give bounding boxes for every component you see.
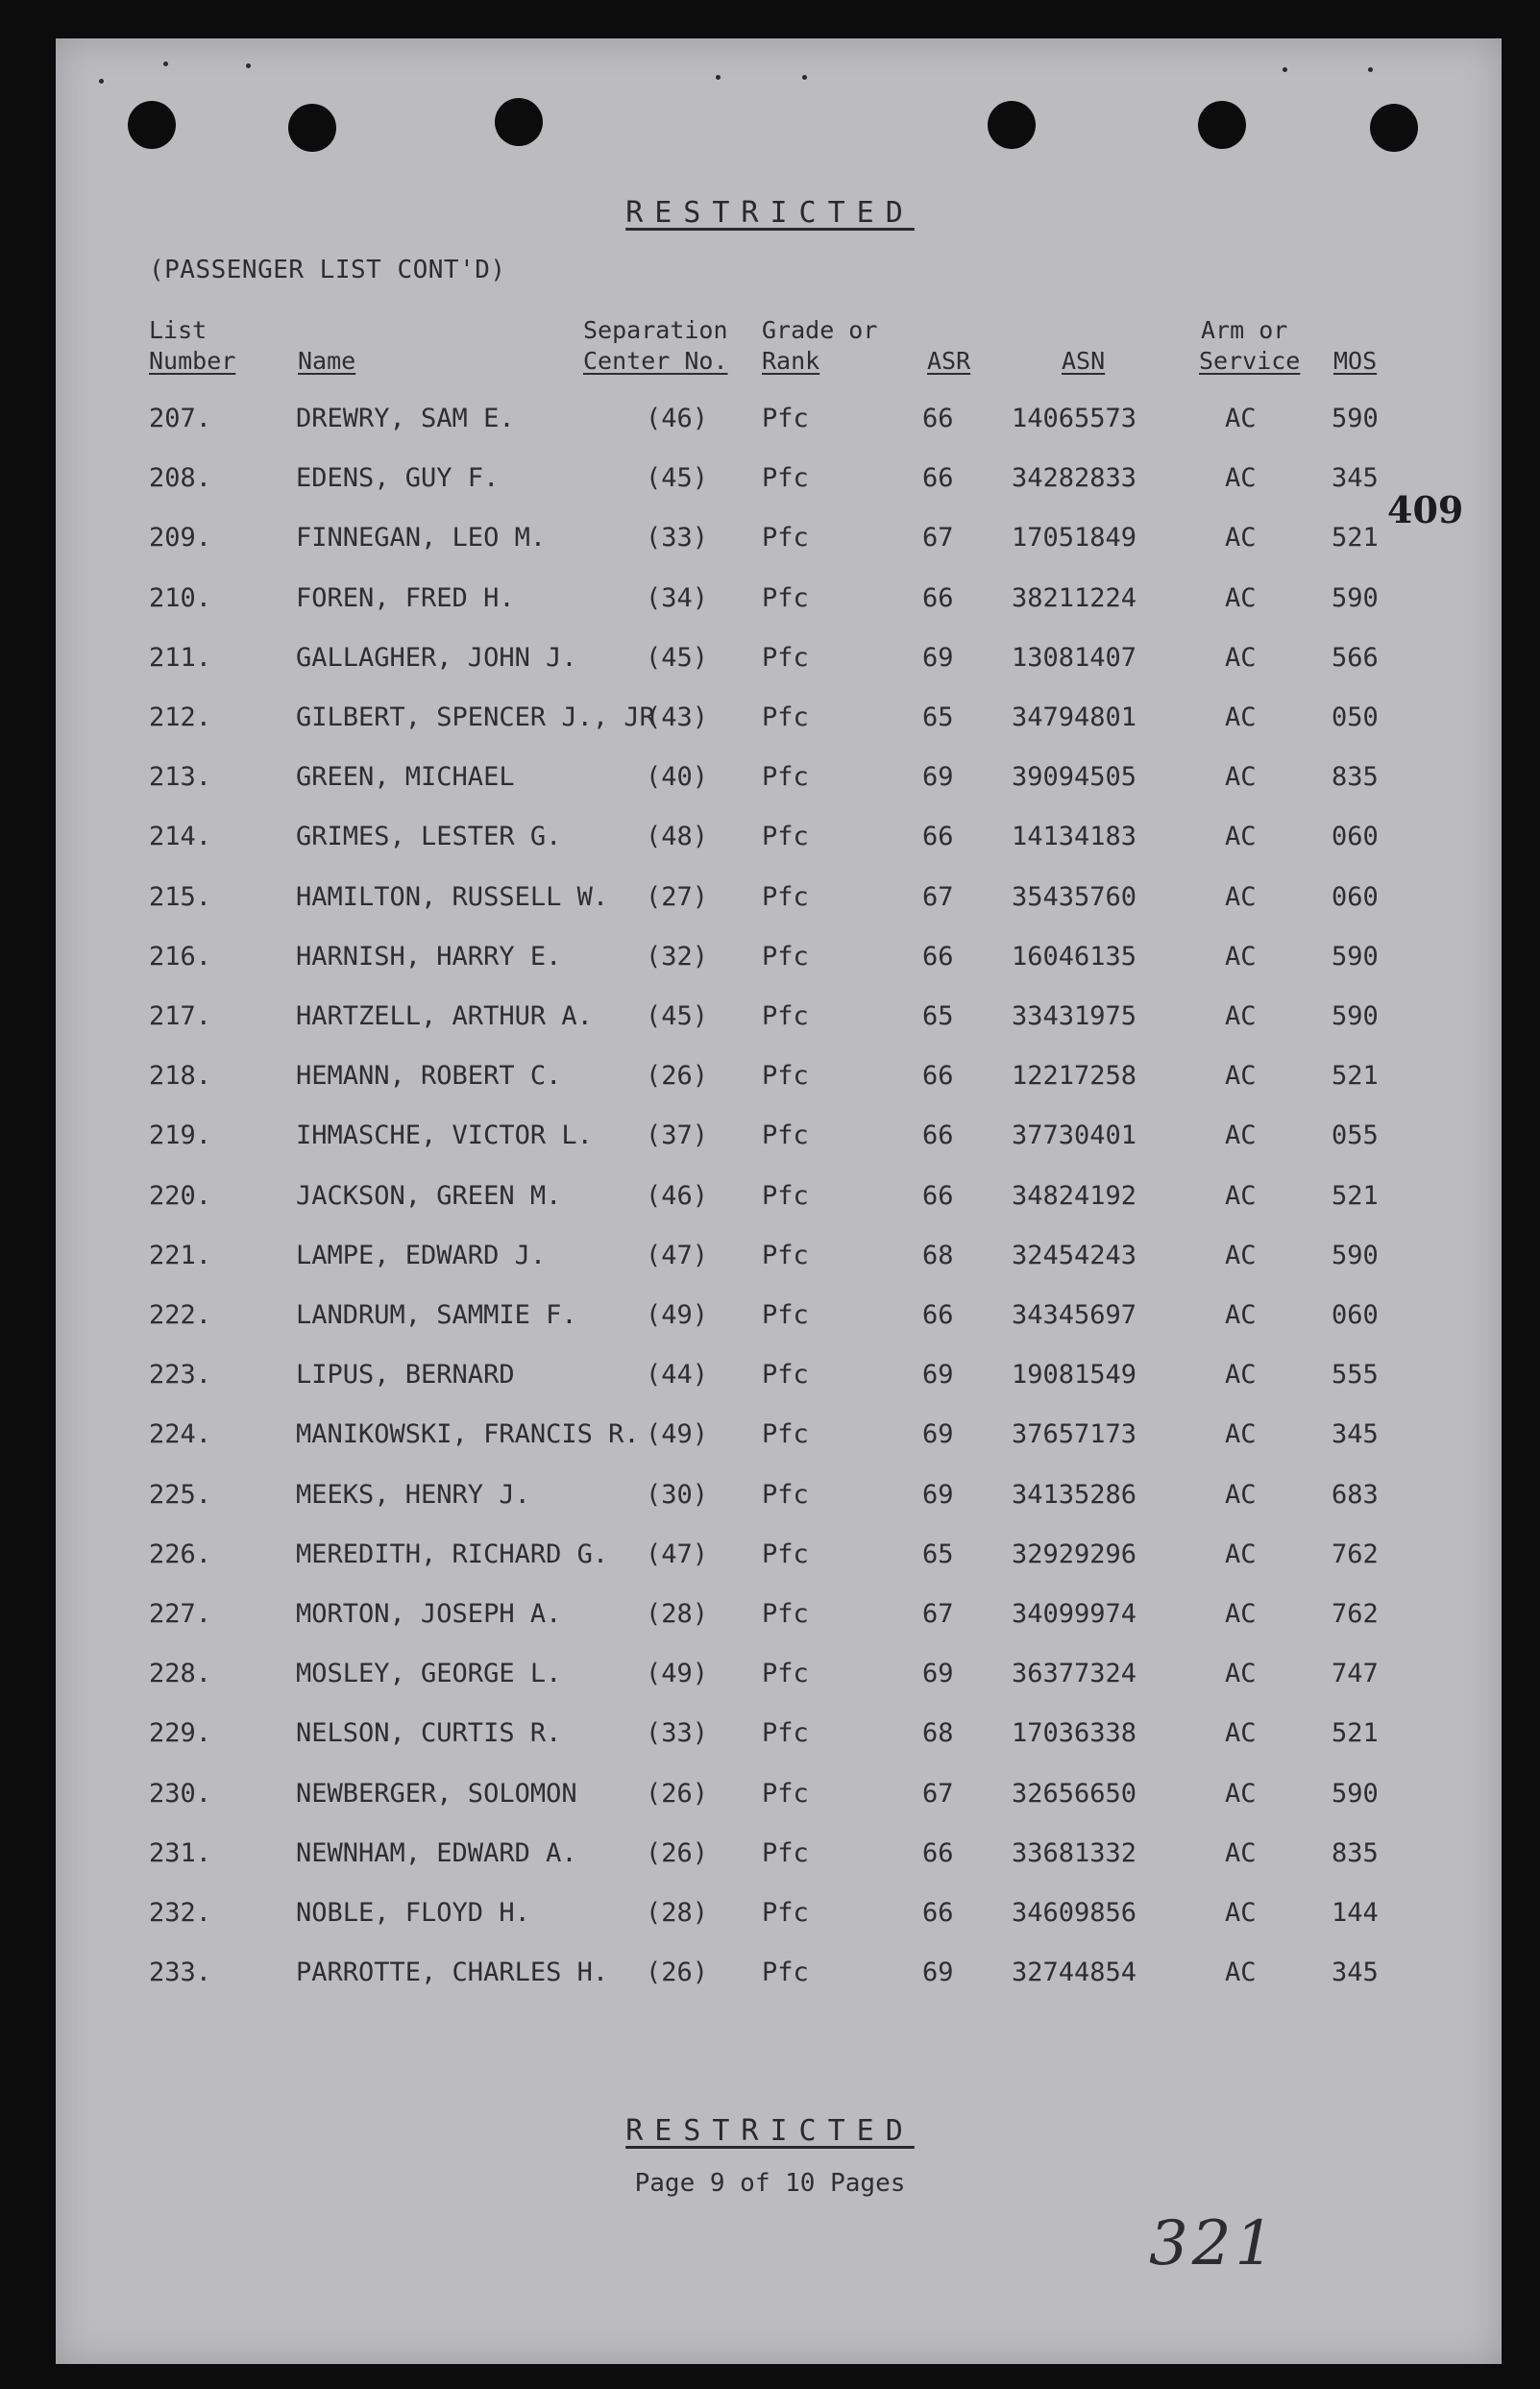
cell-grade: Pfc xyxy=(762,1599,809,1629)
cell-grade: Pfc xyxy=(762,1837,809,1868)
column-header-separation xyxy=(583,315,728,377)
cell-arm: AC xyxy=(1225,762,1257,793)
cell-grade: Pfc xyxy=(762,582,809,613)
cell-asn: 32454243 xyxy=(1012,1240,1137,1270)
column-header-line: List xyxy=(149,316,208,344)
cell-arm: AC xyxy=(1225,1958,1257,1988)
cell-asn: 35435760 xyxy=(1012,881,1137,912)
punch-hole xyxy=(288,104,336,152)
cell-asn: 36377324 xyxy=(1012,1659,1137,1689)
cell-num: 215. xyxy=(149,881,212,912)
table-row xyxy=(0,702,1540,741)
cell-arm: AC xyxy=(1225,582,1257,613)
cell-grade: Pfc xyxy=(762,1958,809,1988)
table-row xyxy=(0,1838,1540,1877)
cell-name: NEWBERGER, SOLOMON xyxy=(296,1778,577,1809)
cell-name: MEREDITH, RICHARD G. xyxy=(296,1539,609,1569)
cell-grade: Pfc xyxy=(762,1300,809,1330)
cell-num: 213. xyxy=(149,762,212,793)
cell-sep: (28) xyxy=(646,1599,709,1629)
cell-arm: AC xyxy=(1225,404,1257,433)
stamped-number: 409 xyxy=(1387,488,1464,531)
cell-mos: 835 xyxy=(1332,1837,1379,1868)
cell-mos: 762 xyxy=(1332,1599,1379,1629)
cell-grade: Pfc xyxy=(762,463,809,494)
cell-arm: AC xyxy=(1225,1539,1257,1569)
cell-mos: 590 xyxy=(1332,1001,1379,1031)
cell-arm: AC xyxy=(1225,941,1257,972)
cell-arm: AC xyxy=(1225,1599,1257,1629)
cell-grade: Pfc xyxy=(762,1718,809,1749)
cell-name: FINNEGAN, LEO M. xyxy=(296,523,547,554)
cell-grade: Pfc xyxy=(762,822,809,852)
cell-mos: 590 xyxy=(1332,404,1379,433)
cell-asn: 14134183 xyxy=(1012,822,1137,852)
cell-asr: 69 xyxy=(922,1479,954,1510)
cell-asr: 69 xyxy=(922,1419,954,1450)
cell-num: 208. xyxy=(149,463,212,494)
cell-num: 225. xyxy=(149,1479,212,1510)
cell-num: 210. xyxy=(149,582,212,613)
cell-sep: (46) xyxy=(646,404,709,433)
cell-arm: AC xyxy=(1225,1240,1257,1270)
cell-num: 233. xyxy=(149,1958,212,1988)
cell-arm: AC xyxy=(1225,1837,1257,1868)
cell-grade: Pfc xyxy=(762,1419,809,1450)
cell-sep: (49) xyxy=(646,1659,709,1689)
cell-num: 227. xyxy=(149,1599,212,1629)
cell-sep: (49) xyxy=(646,1300,709,1330)
column-header-line: ASN xyxy=(1062,347,1106,375)
cell-mos: 345 xyxy=(1332,463,1379,494)
table-row xyxy=(0,1480,1540,1518)
cell-mos: 590 xyxy=(1332,1778,1379,1809)
table-row xyxy=(0,1241,1540,1279)
cell-asr: 68 xyxy=(922,1240,954,1270)
cell-sep: (34) xyxy=(646,582,709,613)
column-header-line: Number xyxy=(149,347,236,375)
table-row xyxy=(0,1419,1540,1458)
column-header-line: Name xyxy=(298,347,356,375)
column-header-line: Center No. xyxy=(583,347,728,375)
cell-name: HEMANN, ROBERT C. xyxy=(296,1061,562,1092)
column-header-name xyxy=(298,346,355,377)
table-row xyxy=(0,404,1540,442)
cell-mos: 521 xyxy=(1332,523,1379,554)
cell-num: 214. xyxy=(149,822,212,852)
column-header-grade xyxy=(762,315,877,377)
column-header-line: Service xyxy=(1199,347,1301,375)
column-header-line: Rank xyxy=(762,347,820,375)
cell-name: NEWNHAM, EDWARD A. xyxy=(296,1837,577,1868)
cell-asr: 66 xyxy=(922,582,954,613)
cell-asn: 33681332 xyxy=(1012,1837,1137,1868)
cell-arm: AC xyxy=(1225,702,1257,732)
cell-asn: 13081407 xyxy=(1012,642,1137,673)
punch-hole xyxy=(1370,104,1418,152)
table-row xyxy=(0,1958,1540,1996)
cell-grade: Pfc xyxy=(762,1360,809,1391)
cell-asr: 66 xyxy=(922,404,954,433)
cell-mos: 060 xyxy=(1332,822,1379,852)
paper-speck xyxy=(802,75,807,80)
cell-sep: (26) xyxy=(646,1061,709,1092)
cell-asn: 32929296 xyxy=(1012,1539,1137,1569)
cell-asn: 37730401 xyxy=(1012,1121,1137,1151)
cell-arm: AC xyxy=(1225,463,1257,494)
cell-sep: (26) xyxy=(646,1958,709,1988)
cell-arm: AC xyxy=(1225,1001,1257,1031)
cell-name: GALLAGHER, JOHN J. xyxy=(296,642,577,673)
cell-name: HAMILTON, RUSSELL W. xyxy=(296,881,609,912)
cell-asr: 65 xyxy=(922,702,954,732)
cell-asr: 69 xyxy=(922,762,954,793)
cell-asn: 38211224 xyxy=(1012,582,1137,613)
cell-grade: Pfc xyxy=(762,1001,809,1031)
cell-name: MOSLEY, GEORGE L. xyxy=(296,1659,562,1689)
table-row xyxy=(0,643,1540,681)
cell-name: IHMASCHE, VICTOR L. xyxy=(296,1121,593,1151)
cell-arm: AC xyxy=(1225,1479,1257,1510)
cell-asn: 32744854 xyxy=(1012,1958,1137,1988)
table-row xyxy=(0,523,1540,561)
paper-speck xyxy=(1368,67,1373,72)
cell-asr: 66 xyxy=(922,1121,954,1151)
cell-mos: 555 xyxy=(1332,1360,1379,1391)
column-header-arm xyxy=(1199,315,1300,377)
classification-footer: RESTRICTED xyxy=(625,2114,915,2148)
table-row xyxy=(0,1718,1540,1757)
cell-num: 217. xyxy=(149,1001,212,1031)
cell-grade: Pfc xyxy=(762,762,809,793)
cell-grade: Pfc xyxy=(762,702,809,732)
cell-name: MANIKOWSKI, FRANCIS R. xyxy=(296,1419,640,1450)
cell-sep: (32) xyxy=(646,941,709,972)
cell-num: 221. xyxy=(149,1240,212,1270)
cell-asr: 66 xyxy=(922,463,954,494)
cell-arm: AC xyxy=(1225,642,1257,673)
cell-arm: AC xyxy=(1225,1419,1257,1450)
table-row xyxy=(0,1360,1540,1398)
cell-num: 211. xyxy=(149,642,212,673)
cell-grade: Pfc xyxy=(762,1121,809,1151)
cell-asn: 12217258 xyxy=(1012,1061,1137,1092)
handwritten-number: 321 xyxy=(1149,2208,1279,2279)
cell-sep: (40) xyxy=(646,762,709,793)
cell-name: FOREN, FRED H. xyxy=(296,582,515,613)
cell-asr: 69 xyxy=(922,642,954,673)
paper-speck xyxy=(716,75,721,80)
table-row xyxy=(0,1300,1540,1339)
cell-mos: 566 xyxy=(1332,642,1379,673)
cell-arm: AC xyxy=(1225,1778,1257,1809)
page-indicator: Page 9 of 10 Pages xyxy=(634,2169,906,2198)
cell-mos: 060 xyxy=(1332,1300,1379,1330)
column-header-asn xyxy=(1062,346,1105,377)
cell-asr: 65 xyxy=(922,1001,954,1031)
cell-name: LIPUS, BERNARD xyxy=(296,1360,515,1391)
table-row xyxy=(0,1599,1540,1638)
cell-asr: 66 xyxy=(922,1300,954,1330)
cell-mos: 521 xyxy=(1332,1180,1379,1211)
cell-asn: 34135286 xyxy=(1012,1479,1137,1510)
cell-mos: 345 xyxy=(1332,1419,1379,1450)
cell-num: 232. xyxy=(149,1898,212,1928)
cell-arm: AC xyxy=(1225,1061,1257,1092)
table-row xyxy=(0,583,1540,622)
punch-hole xyxy=(1198,101,1246,149)
table-row xyxy=(0,463,1540,502)
cell-mos: 345 xyxy=(1332,1958,1379,1988)
cell-arm: AC xyxy=(1225,1898,1257,1928)
cell-sep: (43) xyxy=(646,702,709,732)
cell-sep: (26) xyxy=(646,1778,709,1809)
table-row xyxy=(0,1181,1540,1219)
cell-name: LAMPE, EDWARD J. xyxy=(296,1240,547,1270)
cell-name: NOBLE, FLOYD H. xyxy=(296,1898,530,1928)
cell-mos: 683 xyxy=(1332,1479,1379,1510)
classification-header: RESTRICTED xyxy=(625,196,915,230)
column-header-list-number xyxy=(149,315,235,377)
punch-hole xyxy=(988,101,1036,149)
cell-sep: (28) xyxy=(646,1898,709,1928)
cell-mos: 835 xyxy=(1332,762,1379,793)
cell-name: MEEKS, HENRY J. xyxy=(296,1479,530,1510)
cell-mos: 050 xyxy=(1332,702,1379,732)
cell-grade: Pfc xyxy=(762,1240,809,1270)
cell-asn: 34099974 xyxy=(1012,1599,1137,1629)
paper-speck xyxy=(99,79,104,84)
cell-asr: 67 xyxy=(922,1778,954,1809)
cell-asn: 32656650 xyxy=(1012,1778,1137,1809)
cell-name: GILBERT, SPENCER J., JR xyxy=(296,702,655,732)
cell-asr: 69 xyxy=(922,1659,954,1689)
table-row xyxy=(0,762,1540,800)
cell-num: 223. xyxy=(149,1360,212,1391)
cell-grade: Pfc xyxy=(762,523,809,554)
cell-sep: (30) xyxy=(646,1479,709,1510)
table-row xyxy=(0,1061,1540,1099)
cell-asn: 19081549 xyxy=(1012,1360,1137,1391)
cell-sep: (45) xyxy=(646,1001,709,1031)
cell-asn: 14065573 xyxy=(1012,404,1137,433)
cell-asr: 69 xyxy=(922,1958,954,1988)
cell-mos: 521 xyxy=(1332,1718,1379,1749)
cell-num: 229. xyxy=(149,1718,212,1749)
punch-hole xyxy=(128,101,176,149)
cell-mos: 747 xyxy=(1332,1659,1379,1689)
cell-sep: (45) xyxy=(646,642,709,673)
cell-name: HARNISH, HARRY E. xyxy=(296,941,562,972)
cell-num: 216. xyxy=(149,941,212,972)
column-header-asr xyxy=(927,346,970,377)
column-header-line: Separation xyxy=(583,316,728,344)
cell-arm: AC xyxy=(1225,1659,1257,1689)
cell-num: 224. xyxy=(149,1419,212,1450)
punch-hole xyxy=(495,98,543,146)
cell-mos: 521 xyxy=(1332,1061,1379,1092)
column-header-mos xyxy=(1333,346,1377,377)
cell-asn: 34609856 xyxy=(1012,1898,1137,1928)
cell-name: EDENS, GUY F. xyxy=(296,463,500,494)
cell-grade: Pfc xyxy=(762,941,809,972)
cell-sep: (27) xyxy=(646,881,709,912)
cell-num: 228. xyxy=(149,1659,212,1689)
cell-arm: AC xyxy=(1225,822,1257,852)
cell-sep: (49) xyxy=(646,1419,709,1450)
paper-speck xyxy=(1283,67,1287,72)
cell-grade: Pfc xyxy=(762,1180,809,1211)
table-row xyxy=(0,1121,1540,1159)
cell-grade: Pfc xyxy=(762,1659,809,1689)
cell-asr: 65 xyxy=(922,1539,954,1569)
cell-asn: 17036338 xyxy=(1012,1718,1137,1749)
cell-asn: 34282833 xyxy=(1012,463,1137,494)
cell-name: PARROTTE, CHARLES H. xyxy=(296,1958,609,1988)
cell-mos: 590 xyxy=(1332,582,1379,613)
column-header-line: Grade or xyxy=(762,316,878,344)
table-row xyxy=(0,882,1540,921)
table-row xyxy=(0,1779,1540,1817)
cell-asr: 66 xyxy=(922,1898,954,1928)
cell-sep: (33) xyxy=(646,1718,709,1749)
document-subtitle: (PASSENGER LIST CONT'D) xyxy=(149,256,506,284)
cell-arm: AC xyxy=(1225,1121,1257,1151)
cell-mos: 060 xyxy=(1332,881,1379,912)
cell-grade: Pfc xyxy=(762,881,809,912)
cell-asr: 66 xyxy=(922,1180,954,1211)
cell-asr: 66 xyxy=(922,1837,954,1868)
cell-asn: 17051849 xyxy=(1012,523,1137,554)
cell-sep: (46) xyxy=(646,1180,709,1211)
cell-sep: (33) xyxy=(646,523,709,554)
cell-arm: AC xyxy=(1225,1180,1257,1211)
column-header-line: MOS xyxy=(1333,347,1378,375)
cell-grade: Pfc xyxy=(762,642,809,673)
cell-mos: 590 xyxy=(1332,941,1379,972)
cell-grade: Pfc xyxy=(762,1479,809,1510)
table-row xyxy=(0,1001,1540,1040)
cell-name: GREEN, MICHAEL xyxy=(296,762,515,793)
cell-asn: 37657173 xyxy=(1012,1419,1137,1450)
cell-arm: AC xyxy=(1225,523,1257,554)
cell-sep: (45) xyxy=(646,463,709,494)
paper-speck xyxy=(163,62,168,66)
cell-asr: 66 xyxy=(922,941,954,972)
cell-num: 218. xyxy=(149,1061,212,1092)
cell-arm: AC xyxy=(1225,1300,1257,1330)
cell-arm: AC xyxy=(1225,1360,1257,1391)
table-row xyxy=(0,1898,1540,1936)
cell-asr: 69 xyxy=(922,1360,954,1391)
cell-name: LANDRUM, SAMMIE F. xyxy=(296,1300,577,1330)
column-header-line: ASR xyxy=(927,347,971,375)
cell-name: NELSON, CURTIS R. xyxy=(296,1718,562,1749)
column-header-line: Arm or xyxy=(1201,316,1288,344)
cell-asr: 67 xyxy=(922,1599,954,1629)
cell-asn: 33431975 xyxy=(1012,1001,1137,1031)
cell-num: 226. xyxy=(149,1539,212,1569)
cell-arm: AC xyxy=(1225,1718,1257,1749)
cell-asr: 68 xyxy=(922,1718,954,1749)
cell-num: 212. xyxy=(149,702,212,732)
cell-grade: Pfc xyxy=(762,1061,809,1092)
cell-asr: 66 xyxy=(922,1061,954,1092)
table-row xyxy=(0,942,1540,980)
cell-sep: (26) xyxy=(646,1837,709,1868)
cell-sep: (47) xyxy=(646,1539,709,1569)
cell-name: HARTZELL, ARTHUR A. xyxy=(296,1001,593,1031)
cell-asr: 67 xyxy=(922,881,954,912)
cell-asn: 16046135 xyxy=(1012,941,1137,972)
cell-arm: AC xyxy=(1225,881,1257,912)
cell-mos: 590 xyxy=(1332,1240,1379,1270)
cell-name: GRIMES, LESTER G. xyxy=(296,822,562,852)
cell-name: MORTON, JOSEPH A. xyxy=(296,1599,562,1629)
cell-name: JACKSON, GREEN M. xyxy=(296,1180,562,1211)
cell-name: DREWRY, SAM E. xyxy=(296,404,515,433)
cell-asn: 34345697 xyxy=(1012,1300,1137,1330)
cell-num: 219. xyxy=(149,1121,212,1151)
cell-mos: 055 xyxy=(1332,1121,1379,1151)
cell-asr: 67 xyxy=(922,523,954,554)
cell-grade: Pfc xyxy=(762,404,809,433)
cell-sep: (47) xyxy=(646,1240,709,1270)
cell-grade: Pfc xyxy=(762,1898,809,1928)
cell-sep: (48) xyxy=(646,822,709,852)
cell-grade: Pfc xyxy=(762,1539,809,1569)
table-row xyxy=(0,1659,1540,1697)
cell-num: 220. xyxy=(149,1180,212,1211)
cell-sep: (44) xyxy=(646,1360,709,1391)
cell-asn: 34824192 xyxy=(1012,1180,1137,1211)
cell-mos: 144 xyxy=(1332,1898,1379,1928)
cell-num: 231. xyxy=(149,1837,212,1868)
cell-mos: 762 xyxy=(1332,1539,1379,1569)
cell-grade: Pfc xyxy=(762,1778,809,1809)
cell-asr: 66 xyxy=(922,822,954,852)
table-row xyxy=(0,1539,1540,1578)
cell-num: 209. xyxy=(149,523,212,554)
cell-num: 207. xyxy=(149,404,212,433)
cell-asn: 34794801 xyxy=(1012,702,1137,732)
cell-num: 230. xyxy=(149,1778,212,1809)
table-row xyxy=(0,822,1540,860)
cell-asn: 39094505 xyxy=(1012,762,1137,793)
cell-sep: (37) xyxy=(646,1121,709,1151)
cell-num: 222. xyxy=(149,1300,212,1330)
paper-speck xyxy=(246,63,251,68)
